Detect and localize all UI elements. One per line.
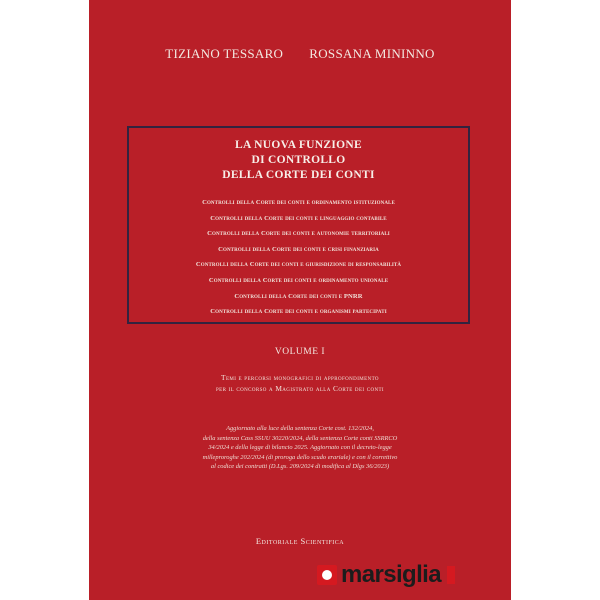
subtitle-line: per il concorso a Magistrato alla Corte dei conti [216, 384, 384, 393]
author-name: TIZIANO TESSARO [165, 46, 284, 61]
marsiglia-logo-icon [317, 565, 337, 585]
title-line: DELLA CORTE DEI CONTI [222, 169, 375, 181]
book-cover [89, 0, 511, 600]
logo-accent-icon [447, 566, 455, 584]
subtitle [89, 372, 511, 394]
title-line: LA NUOVA FUNZIONE [235, 139, 362, 151]
title-frame [127, 126, 470, 324]
topic-item: Controlli della Corte dei conti e linguaggio contabile [210, 214, 387, 222]
note-line: milleproroghe 202/2024 (di proroga dello scudo erariale) e con il correttivo [202, 453, 398, 461]
note-line: Aggiornato alla luce della sentenza Corte cost. 132/2024, [226, 425, 374, 432]
authors [89, 46, 511, 62]
subtitle-line: Temi e percorsi monografici di approfondimento [221, 373, 379, 382]
title-line: DI CONTROLLO [251, 154, 346, 166]
publisher-name: Editoriale Scientifica [255, 536, 345, 546]
note-line: al codice dei contratti (D.Lgs. 209/2024 di modifica al Dlgs 36/2023) [210, 463, 390, 471]
watermark-text: marsiglia [341, 561, 441, 588]
note-line: della sentenza Cass SSUU 30220/2024, della sentenza Corte conti SSRRCO [202, 434, 398, 442]
marsiglia-watermark [317, 561, 507, 589]
note-line: 34/2024 e della legge di bilancio 2025. Aggiornato con il decreto-legge [208, 444, 392, 452]
topics-list [129, 195, 468, 320]
topic-item: Controlli della Corte dei conti e crisi finanziaria [218, 245, 379, 253]
topic-item: Controlli della Corte dei conti e PNRR [234, 292, 363, 300]
update-notes [89, 424, 511, 472]
topic-item: Controlli della Corte dei conti e autonomie territoriali [207, 230, 390, 238]
volume-label: VOLUME I [274, 347, 326, 357]
topic-item: Controlli della Corte dei conti e organismi partecipati [210, 308, 387, 316]
topic-item: Controlli della Corte dei conti e giurisdizione di responsabilità [195, 261, 402, 269]
topic-item: Controlli della Corte dei conti e ordinamento istituzionale [202, 199, 395, 206]
topic-item: Controlli della Corte dei conti e ordinamento unionale [208, 276, 389, 284]
book-title [129, 138, 468, 183]
author-name: ROSSANA MININNO [309, 46, 435, 61]
